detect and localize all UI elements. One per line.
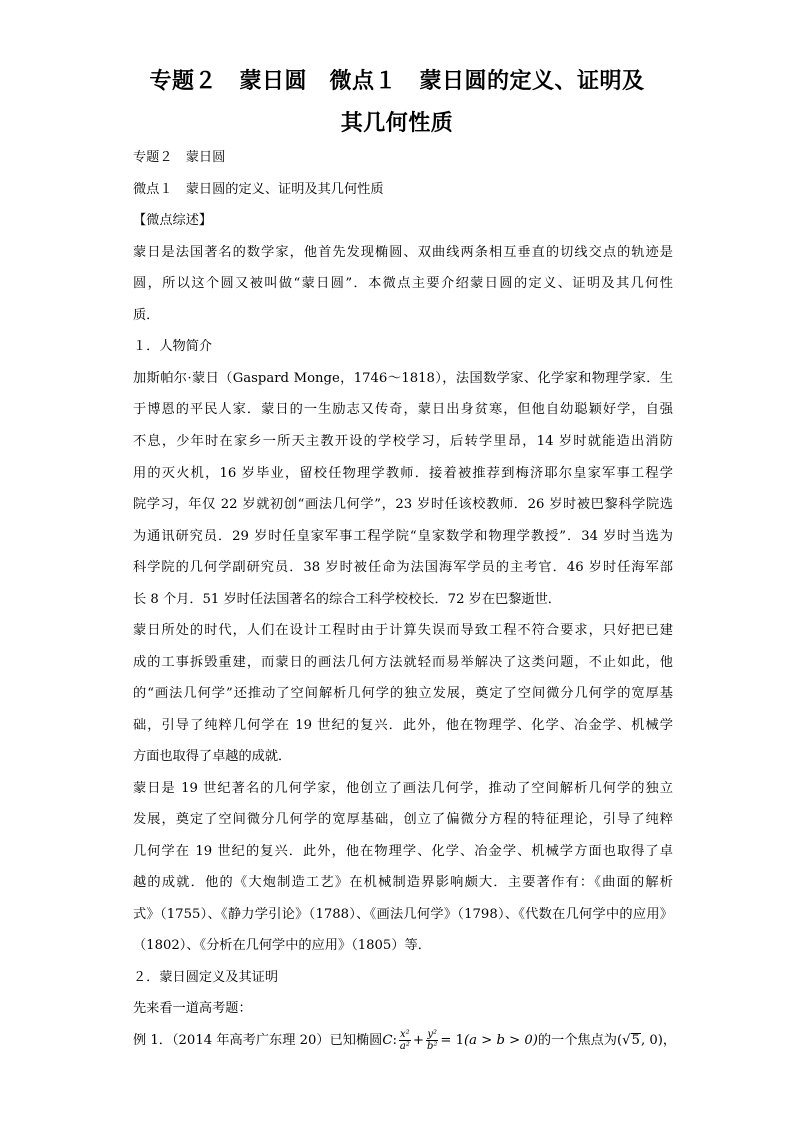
document-title-line-1: 专题２ 蒙日圆 微点１ 蒙日圆的定义、证明及 <box>149 69 645 94</box>
section-heading-biography: １．人物简介 <box>133 339 213 354</box>
era-line: 成的工事拆毁重建，而蒙日的画法几何方法就轻而易举解决了这类问题，不止如此，他 <box>133 655 673 670</box>
example-mid-text: 的一个焦点为 <box>537 1033 617 1048</box>
example-1-line <box>133 1024 677 1058</box>
ellipse-name: C <box>382 1033 393 1048</box>
overview-line: 质． <box>133 308 160 323</box>
legacy-line: 式》（1755）、《静力学引论》（1788）、《画法几何学》（1798）、《代数在几何学中的应用》 <box>133 907 673 922</box>
biography-line: 长 8 个月．51 岁时任法国著名的综合工科学校校长．72 岁在巴黎逝世． <box>133 592 561 607</box>
sqrt-icon: √ <box>622 1033 631 1048</box>
biography-line: 用的灭火机，16 岁毕业，留校任物理学教师．接着被推荐到梅济耶尔皇家军事工程学 <box>133 466 673 481</box>
era-line: 蒙日所处的时代，人们在设计工程时由于计算失误而导致工程不符合要求，只好把已建 <box>133 623 673 638</box>
era-line: 的“画法几何学”还推动了空间解析几何学的独立发展，奠定了空间微分几何学的宽厚基 <box>133 686 673 701</box>
legacy-line: （1802）、《分析在几何学中的应用》（1805）等． <box>133 938 431 953</box>
biography-line: 为通讯研究员．29 岁时任皇家军事工程学院“皇家数学和物理学教授”．34 岁时当选为 <box>133 529 673 544</box>
equals-one: = 1 <box>440 1033 464 1048</box>
legacy-line: 蒙日是 19 世纪著名的几何学家，他创立了画法几何学，推动了空间解析几何学的独立 <box>133 781 673 796</box>
y-fraction <box>426 1029 438 1052</box>
focus-open: ( <box>616 1033 623 1048</box>
legacy-line: 几何学在 19 世纪的复兴．此外，他在物理学、化学、冶金学、机械学方面也取得了卓 <box>133 844 673 859</box>
colon: : <box>392 1033 397 1048</box>
overview-heading: 【微点综述】 <box>133 213 213 228</box>
overview-line: 蒙日是法国著名的数学家，他首先发现椭圆、双曲线两条相互垂直的切线交点的轨迹是 <box>133 245 673 260</box>
plus-sign: + <box>412 1033 424 1048</box>
overview-line: 圆，所以这个圆又被叫做“蒙日圆”．本微点主要介绍蒙日圆的定义、证明及其几何性 <box>133 276 673 291</box>
x-fraction <box>399 1029 411 1052</box>
a-denominator: a² <box>399 1041 410 1052</box>
x-numerator: x² <box>400 1029 410 1040</box>
biography-line: 院学习，年仅 22 岁就初创“画法几何学”，23 岁时任该校教师．26 岁时被巴黎科学院选 <box>133 497 673 512</box>
intro-line: 先来看一道高考题： <box>133 1001 252 1016</box>
legacy-line: 越的成就．他的《大炮制造工艺》在机械制造界影响颇大．主要著作有：《曲面的解析 <box>133 875 673 890</box>
document-title-line-2: 其几何性质 <box>340 111 454 136</box>
biography-line: 不息，少年时在家乡一所天主教开设的学校学习，后转学里昂，14 岁时就能造出消防 <box>133 434 673 449</box>
biography-line: 于博恩的平民人家．蒙日的一生励志又传奇，蒙日出身贫寒，但他自幼聪颖好学，自强 <box>133 402 673 417</box>
section-heading-definition: ２．蒙日圆定义及其证明 <box>133 970 279 985</box>
parameter-condition: (a > b > 0) <box>464 1033 538 1048</box>
topic-label: 专题２ 蒙日圆 <box>133 150 226 165</box>
focus-close: , 0) <box>640 1033 663 1048</box>
biography-line: 加斯帕尔·蒙日（Gaspard Monge，1746～1818），法国数学家、化学家和物理学家．生 <box>133 371 673 386</box>
example-suffix: ， <box>662 1033 677 1048</box>
era-line: 方面也取得了卓越的成就． <box>133 749 292 764</box>
b-denominator: b² <box>426 1041 438 1052</box>
era-line: 础，引导了纯粹几何学在 19 世纪的复兴．此外，他在物理学、化学、冶金学、机械学 <box>133 718 673 733</box>
legacy-line: 发展，奠定了空间微分几何学的宽厚基础，创立了偏微分方程的特征理论，引导了纯粹 <box>133 812 673 827</box>
sqrt-value: 5 <box>631 1033 640 1048</box>
micro-point-label: 微点１ 蒙日圆的定义、证明及其几何性质 <box>133 182 384 197</box>
example-prefix: 例 1．（2014 年高考广东理 20）已知椭圆 <box>133 1033 383 1048</box>
y-numerator: y² <box>427 1029 437 1040</box>
biography-line: 科学院的几何学副研究员．38 岁时被任命为法国海军学员的主考官．46 岁时任海军部 <box>133 560 673 575</box>
